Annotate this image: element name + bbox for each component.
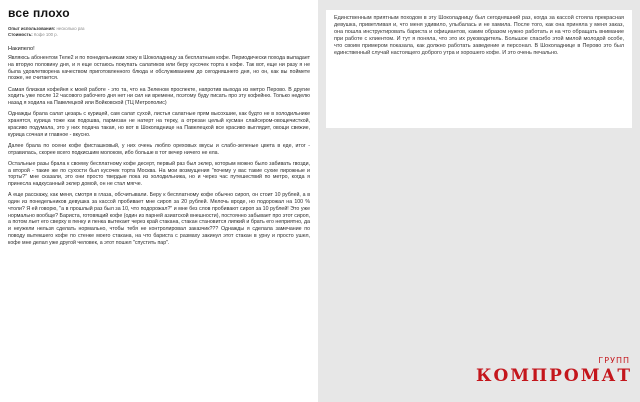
review-continuation-panel: [326, 10, 632, 128]
kompromat-logo: [476, 356, 636, 386]
review-paragraph: Являюсь абонентом Теле2 и по понедельникам хожу в Шоколадницу за бесплатным кофе. Периодически похода выпадает на вторую половину дня, и я еще остаюсь покупать салатиков или беру кусочек торта к кофе. Так вот, еще ни разу я не была удовлетворена качеством приготовленного блюда и обслуживанием до сегодняшнего дня, но он, как вы поймете позже, не считается.: [8, 55, 311, 82]
review-paragraph: Самая близкая кофейня к моей работе - это та, что на Зеленом проспекте, напротив выхода из метро Перово. В другие ходить уже после 12 часового рабочего дня нет ни сил ни времени, поэтому буду писать про эту кофейню. Только неделю назад я ходила на Павелецкой или Войковской (ТЦ Метрополис): [8, 86, 310, 106]
review-paragraph: А еще расскажу, как меня, смотря в глаза, обсчитывали. Беру к бесплатному кофе обычно сироп, он стоит 10 рублей, а в один из понедельников девушка за кассой пробивает мне сироп за 20 рублей. Мелочь вроде, но подорожал на 100 % чтоли? Я ей говорю, "а в прошлый раз был за 10, что подорожал?" и мне без слов пробивают сироп за 10 рублей! Это уже нормально вообще? Бариста, готовящий кофе (один из парней азиатской внешности), постоянно забывает про этот сироп, а потом льет его сверху в пенку и пенка вытекает через край стакана, стакан становится липкий и брать его неприятно, да и неужели нельзя сделать нормально, чтобы тебя не контролировал заказчик??? Однажды я сделала замечание по поводу вытекшего кофе по стенке моего стакана, на что бариста с размаху закинул этот стакан в урну и просто ушел, кофе мне делал уже другой человек, а этот пошел "спустить пар".: [8, 192, 310, 246]
meta-experience: Опыт использования: несколько раз: [8, 26, 85, 31]
review-meta: [8, 26, 310, 38]
review-continuation-paragraph: Единственным приятным походом в эту Шоколадницу был сегодняшний раз, когда за кассой стояла прекрасная девушка, приветливая и, что меня удивило, улыбалась и не хамила. После того, как она приняла у меня заказ, она пошла инструктировать бариста и официантов, каким образом нужно работать и на что обращать внимание при работе с клиентом. И тут я поняла, что это их руководитель. Большое спасибо этой милой молодой особе, что своим примером показала, как должно работать заведение и персонал. В Шоколаднице в Перово это был единственный случай настоящего доброго утра и хорошего кофе. И это очень печально.: [334, 15, 624, 57]
review-paragraph: Однажды брала салат цезарь с курицей, сам салат сухой, листья салатные прям высохшие, как будто не в холодильнике хранятся, курица тоже как подошва, пармезан не натерт на терку, а отрезан целый кусман слайсером-овощечисткой, красиво подумала, это у них подача такая, но вот в Шоколаднице на Павелецкой все красиво выглядит, овощи свежие, курица сочная и главное - вкусно.: [8, 111, 310, 138]
review-panel: [0, 0, 318, 402]
meta-price: Стоимость: Кофе 100 р.: [8, 32, 58, 37]
logo-sup-text: ГРУПП: [598, 356, 630, 365]
review-paragraph: Далее брала по осени кофе фисташковый, у них очень любло ореховых вкусы и слабо-зеленые цвета в еде, итог - отравилась, скорее всего подкисшим молоком, ибо больше в тот вечер ничего не ела.: [8, 142, 310, 156]
logo-wordmark: КОМПРОМАТ: [476, 366, 633, 386]
review-paragraph: Остальные разы брала к своему бесплатному кофе десерт, первый раз был эклер, которым можно было забивать гвозди, а второй - такие же по сухости был кусочек торта Москва. На мои возмущения "почему у вас такие сухие пирожные и торты?" мне сказали, это они просто твердые пока из холодильника, но и через час путешествий по метро, когда я принесла надкусанный эклер домой, он не стал мягче.: [8, 160, 310, 187]
review-title: все плохо: [8, 6, 70, 20]
review-greeting: Накипело!: [8, 46, 35, 52]
